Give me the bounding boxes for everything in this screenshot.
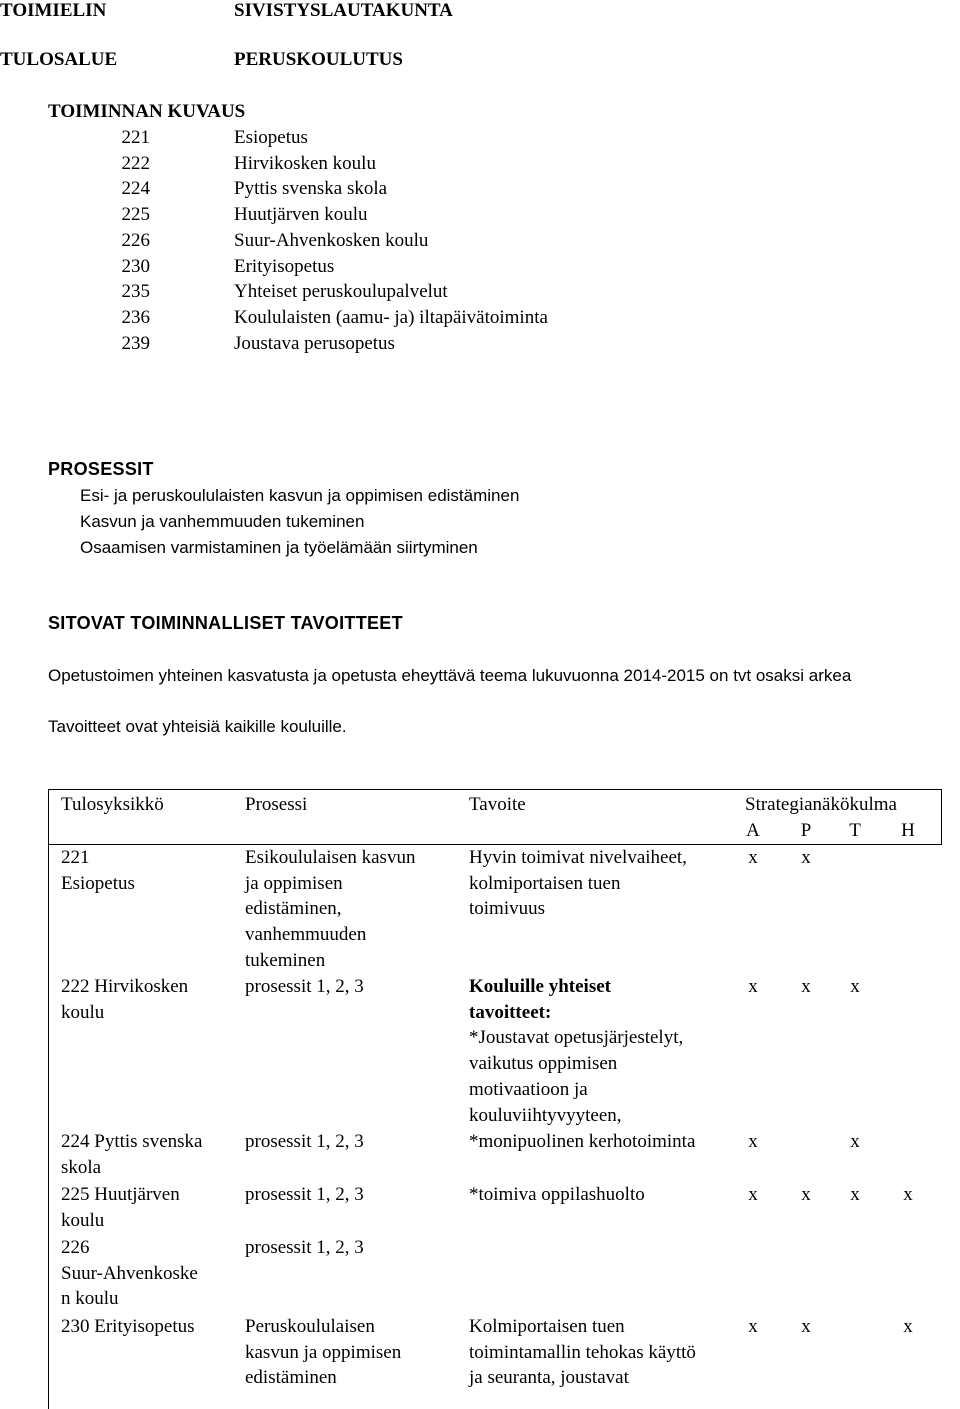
prosessi-item: Kasvun ja vanhemmuuden tukeminen xyxy=(80,512,365,531)
mark-t: x xyxy=(850,1184,860,1205)
mark-p: x xyxy=(801,976,811,997)
row-unit: 230 Erityisopetus xyxy=(61,1316,195,1337)
toimielin-value: SIVISTYSLAUTAKUNTA xyxy=(234,0,453,21)
table-left-border xyxy=(48,789,49,1409)
tulosalue-value: PERUSKOULUTUS xyxy=(234,49,403,70)
toiminnan-kuvaus-title: TOIMINNAN KUVAUS xyxy=(48,101,246,122)
header-tulosyksikko: Tulosyksikkö xyxy=(61,794,164,815)
kuvaus-code: 221 xyxy=(121,127,150,148)
row-unit: 226 Suur-Ahvenkoske n koulu xyxy=(61,1237,198,1310)
kuvaus-name: Hirvikosken koulu xyxy=(234,153,376,174)
row-goal: Hyvin toimivat nivelvaiheet, kolmiportaisen tuen toimivuus xyxy=(469,847,687,920)
prosessi-item: Esi- ja peruskoululaisten kasvun ja oppimisen edistäminen xyxy=(80,486,520,505)
kuvaus-code: 226 xyxy=(121,230,150,251)
row-process: prosessit 1, 2, 3 xyxy=(245,1184,364,1205)
row-goal: Kouluille yhteiset tavoitteet: *Joustavat opetusjärjestelyt, vaikutus oppimisen motivaatioon ja kouluviihtyvyyteen, xyxy=(469,976,684,1126)
prosessi-item: Osaamisen varmistaminen ja työelämään siirtyminen xyxy=(80,538,478,557)
kuvaus-name: Erityisopetus xyxy=(234,256,335,277)
tavoitteet-paragraph-2: Tavoitteet ovat yhteisiä kaikille kouluille. xyxy=(48,717,347,736)
kuvaus-name: Joustava perusopetus xyxy=(234,333,395,354)
kuvaus-name: Suur-Ahvenkosken koulu xyxy=(234,230,429,251)
kuvaus-name: Yhteiset peruskoulupalvelut xyxy=(234,281,448,302)
mark-a: x xyxy=(748,976,758,997)
row-process: prosessit 1, 2, 3 xyxy=(245,1237,364,1258)
header-t: T xyxy=(849,820,861,841)
row-process: prosessit 1, 2, 3 xyxy=(245,1131,364,1152)
row-unit: 222 Hirvikosken koulu xyxy=(61,976,189,1023)
kuvaus-code: 225 xyxy=(121,204,150,225)
mark-a: x xyxy=(748,1184,758,1205)
mark-a: x xyxy=(748,1131,758,1152)
header-tavoite: Tavoite xyxy=(469,794,526,815)
tulosalue-label: TULOSALUE xyxy=(0,49,118,70)
mark-p: x xyxy=(801,1184,811,1205)
tavoitteet-paragraph-1: Opetustoimen yhteinen kasvatusta ja opetusta eheyttävä teema lukuvuonna 2014-2015 on tvt osaksi arkea xyxy=(48,666,852,685)
row-unit: 224 Pyttis svenska skola xyxy=(61,1131,203,1178)
kuvaus-code: 235 xyxy=(121,281,150,302)
row-goal: *toimiva oppilashuolto xyxy=(469,1184,645,1205)
toimielin-label: TOIMIELIN xyxy=(0,0,107,21)
kuvaus-name: Koululaisten (aamu- ja) iltapäivätoiminta xyxy=(234,307,548,328)
kuvaus-code: 239 xyxy=(121,333,150,354)
row-process: prosessit 1, 2, 3 xyxy=(245,976,364,997)
kuvaus-name: Esiopetus xyxy=(234,127,308,148)
kuvaus-name: Huutjärven koulu xyxy=(234,204,368,225)
mark-a: x xyxy=(748,1316,758,1337)
mark-t: x xyxy=(850,976,860,997)
kuvaus-name: Pyttis svenska skola xyxy=(234,178,388,199)
header-h: H xyxy=(901,820,915,841)
kuvaus-code: 224 xyxy=(121,178,150,199)
kuvaus-code: 236 xyxy=(121,307,150,328)
table-right-border xyxy=(941,789,942,845)
mark-h: x xyxy=(903,1316,913,1337)
row-process: Esikoululaisen kasvun ja oppimisen edistäminen, vanhemmuuden tukeminen xyxy=(245,847,416,971)
mark-t: x xyxy=(850,1131,860,1152)
kuvaus-code: 222 xyxy=(121,153,150,174)
row-goal: Kolmiportaisen tuen toimintamallin tehokas käyttö ja seuranta, joustavat xyxy=(469,1316,696,1389)
header-a: A xyxy=(746,820,760,841)
table-top-border xyxy=(48,789,942,790)
row-unit: 225 Huutjärven koulu xyxy=(61,1184,180,1231)
kuvaus-code: 230 xyxy=(121,256,150,277)
mark-a: x xyxy=(748,847,758,868)
prosessit-title: PROSESSIT xyxy=(48,459,154,479)
header-prosessi: Prosessi xyxy=(245,794,308,815)
header-p: P xyxy=(800,820,812,841)
header-strategia: Strategianäkökulma xyxy=(745,794,897,815)
tavoitteet-title: SITOVAT TOIMINNALLISET TAVOITTEET xyxy=(48,613,403,633)
mark-p: x xyxy=(801,1316,811,1337)
mark-p: x xyxy=(801,847,811,868)
row-goal: *monipuolinen kerhotoiminta xyxy=(469,1131,696,1152)
row-unit: 221 Esiopetus xyxy=(61,847,135,894)
mark-h: x xyxy=(903,1184,913,1205)
row-process: Peruskoululaisen kasvun ja oppimisen edistäminen xyxy=(245,1316,402,1389)
